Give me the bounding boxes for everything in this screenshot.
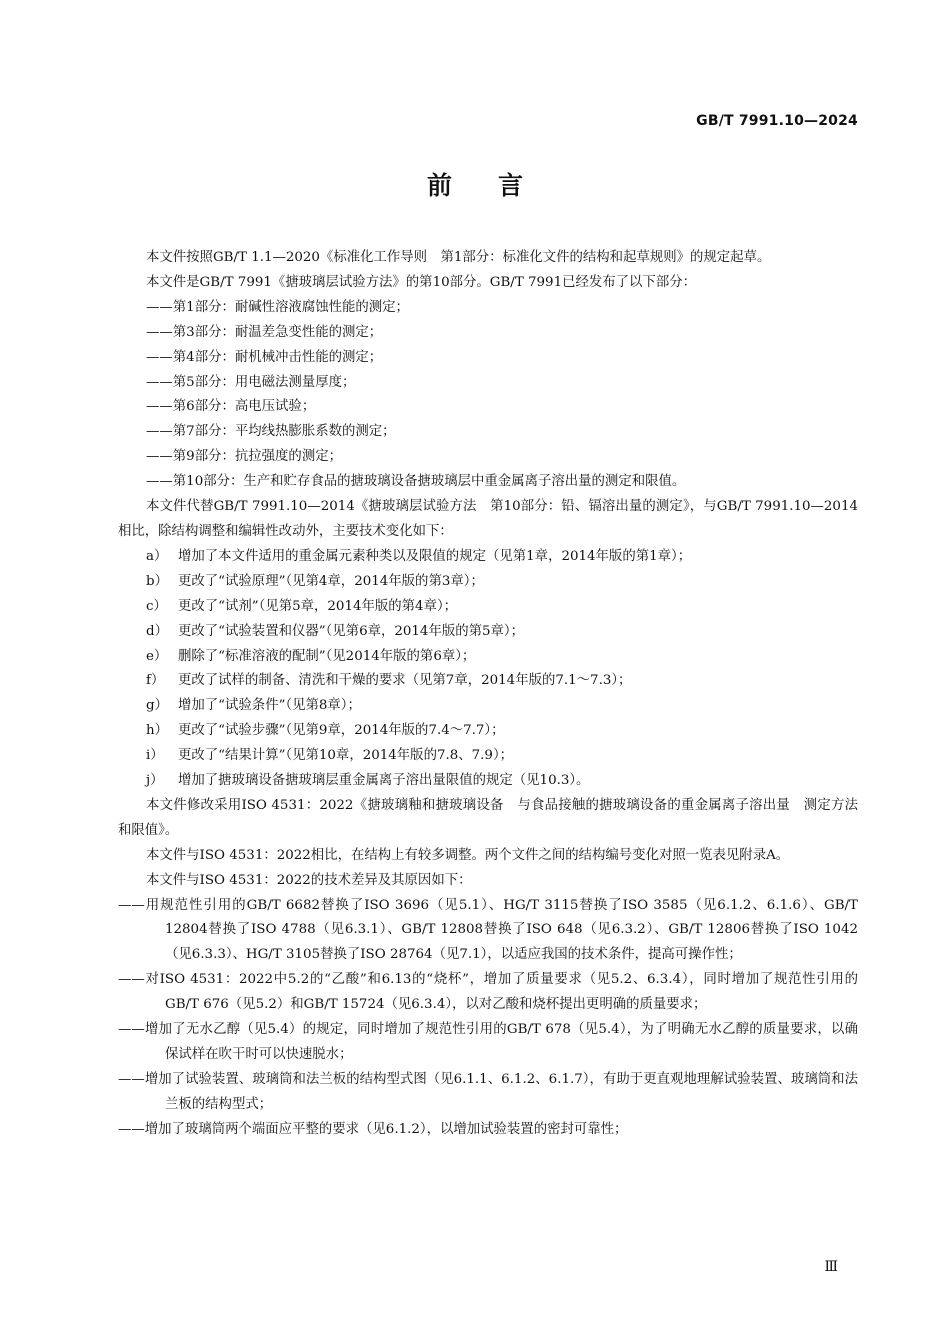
list-item: ——第3部分：耐温差急变性能的测定； bbox=[146, 324, 383, 340]
list-item: ——对ISO 4531：2022中5.2的“乙酸”和6.13的“烧杯”，增加了质量要求（见5.2、6.3.4），同时增加了规范性引用的GB/T 676（见5.2）和GB/T 15724（见6.3.4），以对乙酸和烧杯提出更明确的质量要求； bbox=[118, 972, 858, 1013]
item-text: 增加了本文件适用的重金属元素种类以及限值的规定（见第1章，2014年版的第1章）； bbox=[178, 548, 692, 564]
item-marker: a） bbox=[146, 548, 168, 564]
item-marker: j） bbox=[146, 773, 164, 789]
list-item: ——增加了无水乙醇（见5.4）的规定，同时增加了规范性引用的GB/T 678（见5.4），为了明确无水乙醇的质量要求，以确保试样在吹干时可以快速脱水； bbox=[118, 1022, 858, 1062]
standard-code: GB/T 7991.10—2024 bbox=[696, 113, 858, 129]
page-title: 前言 bbox=[426, 171, 569, 200]
item-marker: g） bbox=[146, 698, 168, 714]
item-text: 更改了“试验步骤”（见第9章，2014年版的7.4～7.7）； bbox=[178, 723, 505, 739]
item-text: 更改了“结果计算”（见第10章，2014年版的7.8、7.9）； bbox=[178, 748, 514, 764]
paragraph-adoption: 本文件修改采用ISO 4531：2022《搪玻璃釉和搪玻璃设备 与食品接触的搪玻璃设备的重金属离子溶出量 测定方法和限值》。 bbox=[118, 797, 858, 838]
list-item bbox=[118, 694, 858, 719]
list-item bbox=[118, 545, 858, 570]
list-item bbox=[118, 620, 858, 645]
list-item bbox=[118, 669, 858, 694]
item-marker: h） bbox=[146, 723, 169, 739]
item-marker: d） bbox=[146, 623, 168, 639]
paragraph-series-intro: 本文件是GB/T 7991《搪玻璃层试验方法》的第10部分。GB/T 7991已经发布了以下部分： bbox=[146, 274, 696, 290]
paragraph-drafting-rules: 本文件按照GB/T 1.1—2020《标准化工作导则 第1部分：标准化文件的结构和起草规则》的规定起草。 bbox=[146, 250, 771, 265]
paragraph-structure: 本文件与ISO 4531：2022相比，在结构上有较多调整。两个文件之间的结构编号变化对照一览表见附录A。 bbox=[146, 847, 790, 863]
item-text: 删除了“标准溶液的配制”（见2014年版的第6章）； bbox=[178, 648, 476, 664]
list-item bbox=[118, 645, 858, 670]
list-item: ——第6部分：高电压试验； bbox=[146, 399, 316, 415]
foreword-body bbox=[118, 246, 858, 1143]
list-item bbox=[118, 769, 858, 794]
list-item bbox=[118, 595, 858, 620]
list-item bbox=[118, 570, 858, 595]
item-marker: f） bbox=[146, 673, 165, 689]
item-marker: c） bbox=[146, 598, 167, 614]
item-marker: e） bbox=[146, 648, 168, 664]
list-item: ——第4部分：耐机械冲击性能的测定； bbox=[146, 349, 383, 365]
page-number: Ⅲ bbox=[824, 1259, 838, 1275]
list-item: ——增加了玻璃筒两个端面应平整的要求（见6.1.2），以增加试验装置的密封可靠性； bbox=[118, 1121, 628, 1137]
item-text: 增加了搪玻璃设备搪玻璃层重金属离子溶出量限值的规定（见10.3）。 bbox=[178, 773, 590, 789]
list-item: ——第9部分：抗拉强度的测定； bbox=[146, 449, 342, 465]
paragraph-replaces: 本文件代替GB/T 7991.10—2014《搪玻璃层试验方法 第10部分：铅、镉溶出量的测定》，与GB/T 7991.10—2014相比，除结构调整和编辑性改动外，主要技术变化如下： bbox=[118, 499, 858, 539]
list-item: ——第7部分：平均线热膨胀系数的测定； bbox=[146, 424, 396, 440]
item-text: 增加了“试验条件”（见第8章）； bbox=[178, 698, 361, 714]
paragraph-differences-intro: 本文件与ISO 4531：2022的技术差异及其原因如下： bbox=[146, 872, 472, 888]
list-item: ——第10部分：生产和贮存食品的搪玻璃设备搪玻璃层中重金属离子溶出量的测定和限值。 bbox=[146, 474, 686, 490]
item-text: 更改了“试验装置和仪器”（见第6章，2014年版的第5章）； bbox=[178, 623, 525, 639]
list-item bbox=[118, 719, 858, 744]
list-item: ——第5部分：用电磁法测量厚度； bbox=[146, 374, 356, 390]
item-text: 更改了“试验原理”（见第4章，2014年版的第3章）； bbox=[178, 573, 484, 589]
list-item: ——第1部分：耐碱性溶液腐蚀性能的测定； bbox=[146, 299, 409, 315]
list-item: ——增加了试验装置、玻璃筒和法兰板的结构型式图（见6.1.1、6.1.2、6.1.7），有助于更直观地理解试验装置、玻璃筒和法兰板的结构型式； bbox=[118, 1071, 858, 1112]
list-item: ——用规范性引用的GB/T 6682替换了ISO 3696（见5.1）、HG/T 3115替换了ISO 3585（见6.1.2、6.1.6）、GB/T 12804替换了ISO 4788（见6.3.1）、GB/T 12808替换了ISO 648（见6.3.2）、GB/T 12806替换了ISO 1042（见6.3.3）、HG/T 3105替换了ISO 28764（见7.1），以适应我国的技术条件，提高可操作性； bbox=[118, 897, 858, 963]
item-marker: b） bbox=[146, 573, 168, 589]
item-marker: i） bbox=[146, 748, 164, 764]
item-text: 更改了“试剂”（见第5章，2014年版的第4章）； bbox=[178, 598, 458, 614]
list-item bbox=[118, 744, 858, 769]
item-text: 更改了试样的制备、清洗和干燥的要求（见第7章，2014年版的7.1～7.3）； bbox=[178, 673, 632, 689]
